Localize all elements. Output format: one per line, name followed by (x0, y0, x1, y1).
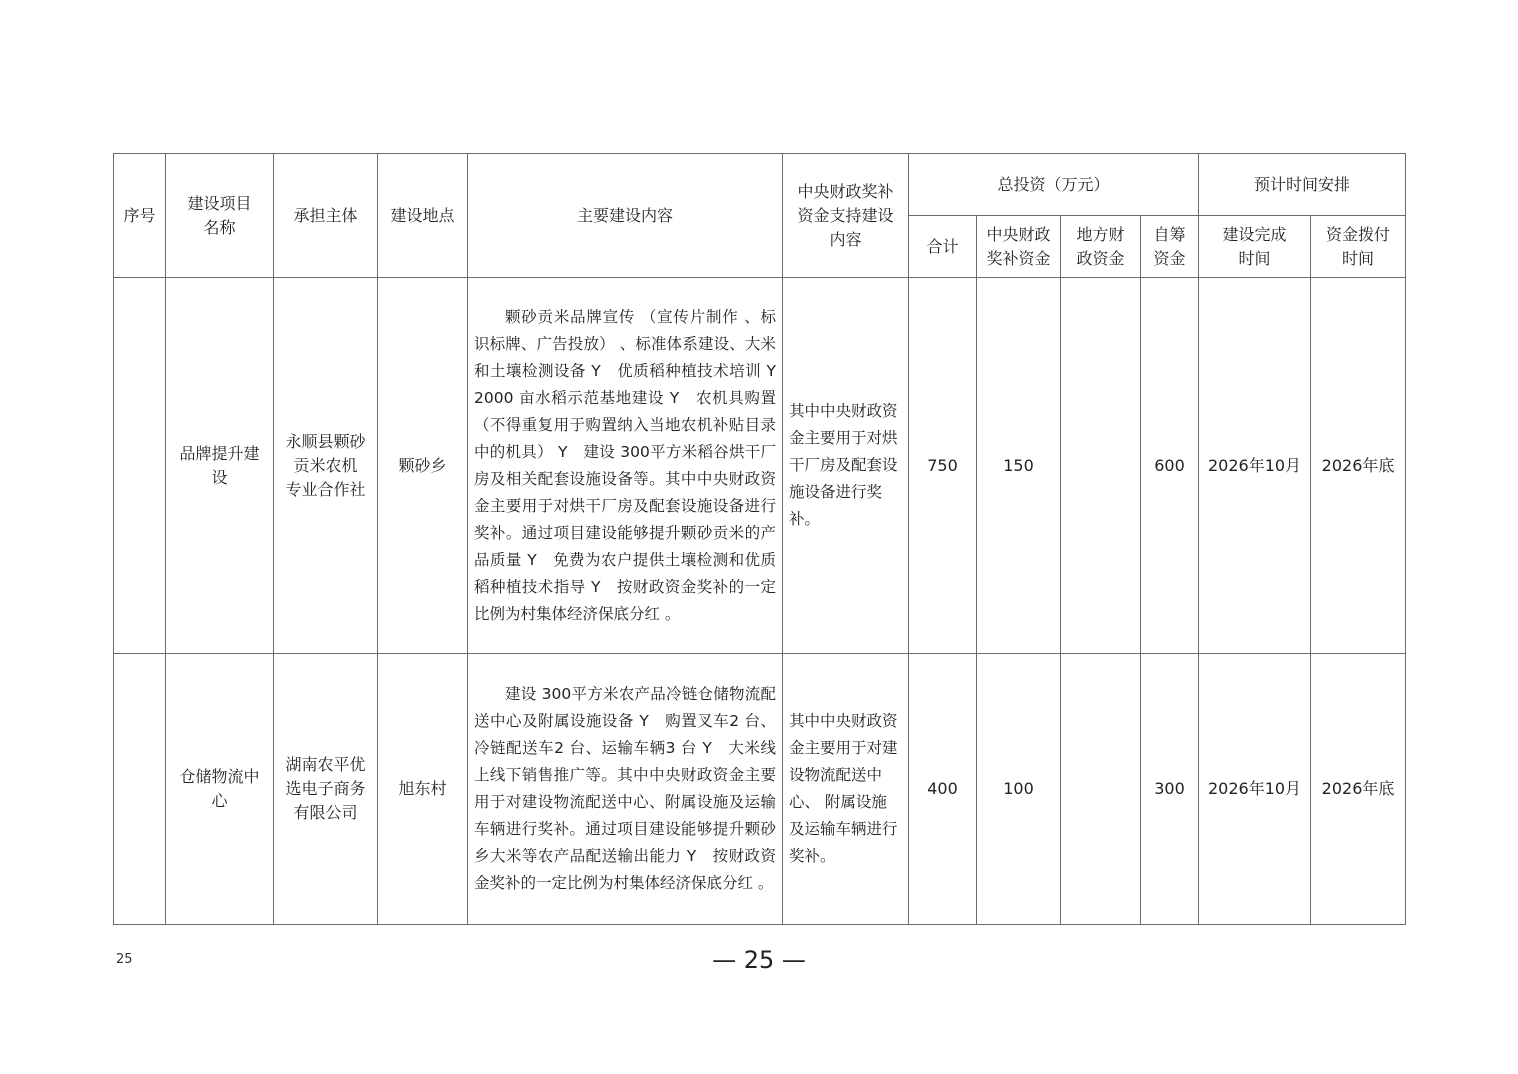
cell-seq (114, 278, 166, 654)
cell-payment-time: 2026年底 (1311, 278, 1406, 654)
header-local-fund: 地方财 政资金 (1061, 216, 1141, 278)
cell-undertaker: 永顺县颗砂 贡米农机 专业合作社 (274, 278, 378, 654)
header-central-fund: 中央财政 奖补资金 (977, 216, 1061, 278)
header-schedule: 预计时间安排 (1199, 154, 1406, 216)
cell-sum: 400 (909, 654, 977, 925)
cell-location: 颗砂乡 (378, 278, 468, 654)
header-central-support: 中央财政奖补 资金支持建设 内容 (783, 154, 909, 278)
table-row (114, 278, 1406, 654)
cell-central-support: 其中中央财政资金主要用于对烘干厂房及配套设施设备进行奖补。 (783, 278, 909, 654)
cell-seq (114, 654, 166, 925)
cell-central-fund: 150 (977, 278, 1061, 654)
header-sum: 合计 (909, 216, 977, 278)
header-total-investment: 总投资（万元） (909, 154, 1199, 216)
header-seq: 序号 (114, 154, 166, 278)
cell-undertaker: 湖南农平优 选电子商务 有限公司 (274, 654, 378, 925)
header-location: 建设地点 (378, 154, 468, 278)
cell-main-content: 建设 300平方米农产品冷链仓储物流配送中心及附属设施设备 Y 购置叉车2 台、冷链配送车2 台、运输车辆3 台 Y 大米线上线下销售推广等。其中中央财政资金主要用于对建设物流配送中心、附属设施及运输车辆进行奖补。通过项目建设能够提升颗砂乡大米等农产品配送输出能力 Y 按财政资金奖补的一定比例为村集体经济保底分红 。 (468, 654, 783, 925)
cell-local-fund (1061, 654, 1141, 925)
header-self-fund: 自筹 资金 (1141, 216, 1199, 278)
cell-payment-time: 2026年底 (1311, 654, 1406, 925)
cell-location: 旭东村 (378, 654, 468, 925)
header-payment-time: 资金拨付 时间 (1311, 216, 1406, 278)
header-main-content: 主要建设内容 (468, 154, 783, 278)
table-row (114, 654, 1406, 925)
cell-central-support: 其中中央财政资金主要用于对建设物流配送中心、 附属设施及运输车辆进行奖补。 (783, 654, 909, 925)
cell-completion-time: 2026年10月 (1199, 278, 1311, 654)
cell-self-fund: 600 (1141, 278, 1199, 654)
project-table (113, 153, 1406, 925)
small-page-number: 25 (116, 952, 133, 967)
cell-completion-time: 2026年10月 (1199, 654, 1311, 925)
header-project-name: 建设项目 名称 (166, 154, 274, 278)
cell-project-name: 品牌提升建 设 (166, 278, 274, 654)
header-row-1 (114, 154, 1406, 216)
cell-self-fund: 300 (1141, 654, 1199, 925)
cell-local-fund (1061, 278, 1141, 654)
cell-main-content: 颗砂贡米品牌宣传 （宣传片制作 、标识标牌、广告投放） 、标准体系建设、大米和土壤检测设备 Y 优质稻种植技术培训 Y 2000 亩水稻示范基地建设 Y 农机具购置 （不得重复用于购置纳入当地农机补贴目录中的机具） Y 建设 300平方米稻谷烘干厂房及相关配套设施设备等。其中中央财政资金主要用于对烘干厂房及配套设施设备进行奖补。通过项目建设能够提升颗砂贡米的产品质量 Y 免费为农户提供土壤检测和优质稻种植技术指导 Y 按财政资金奖补的一定比例为村集体经济保底分红 。 (468, 278, 783, 654)
cell-project-name: 仓储物流中 心 (166, 654, 274, 925)
cell-central-fund: 100 (977, 654, 1061, 925)
page-number: — 25 — (712, 946, 806, 974)
header-completion-time: 建设完成 时间 (1199, 216, 1311, 278)
cell-sum: 750 (909, 278, 977, 654)
header-undertaker: 承担主体 (274, 154, 378, 278)
